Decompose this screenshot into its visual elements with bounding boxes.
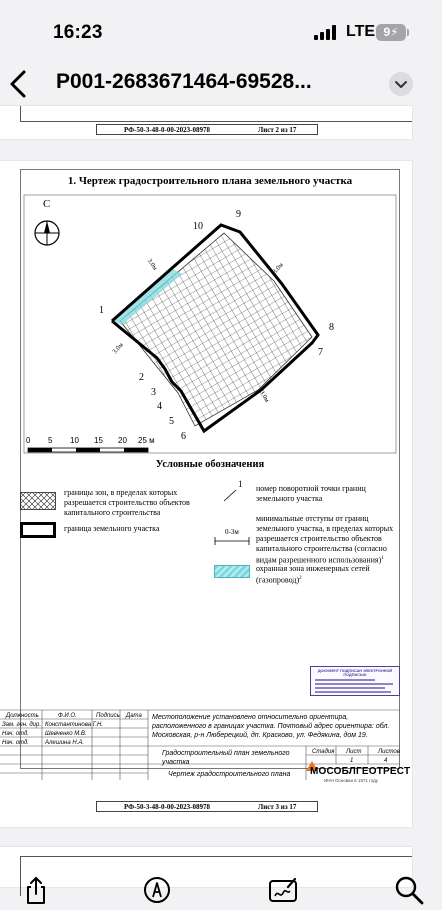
battery-icon: 9⚡ <box>376 24 406 41</box>
tb-row-position: Зам. ген. дир. <box>2 722 41 728</box>
tb-row-name: Шевченко М.В. <box>45 731 87 737</box>
scale-bar <box>28 448 148 452</box>
tb-row-name: Константинова Г.Н. <box>45 722 104 728</box>
legend-gas-label: охранная зона инженерных сетей (газопровод) <box>256 564 370 585</box>
point-label-10: 10 <box>193 221 203 232</box>
legend-setback-footnote: 1 <box>381 556 384 561</box>
page-footer-code: РФ-50-3-48-0-00-2023-08978 <box>124 802 210 811</box>
legend-point-swatch <box>222 481 252 503</box>
status-time: 16:23 <box>53 22 103 43</box>
document-page-3 <box>0 161 412 827</box>
point-label-2: 2 <box>139 372 144 383</box>
markup-icon[interactable] <box>142 875 172 905</box>
bottom-toolbar <box>0 870 442 910</box>
scale-label: 10 <box>70 436 79 445</box>
point-label-1: 1 <box>99 305 104 316</box>
point-label-7: 7 <box>318 347 323 358</box>
legend-setback-text <box>256 514 404 566</box>
legend-gas-text <box>256 564 404 586</box>
signature-line <box>315 691 391 693</box>
org-subtitle: ИНН Основан в 1971 году <box>324 778 379 783</box>
document-page-2 <box>0 106 412 139</box>
signature-icon[interactable] <box>268 875 298 905</box>
tb-row-position: Нач. отд. <box>2 731 29 737</box>
network-label: LTE <box>346 23 376 40</box>
page-frame <box>20 106 412 122</box>
point-label-3: 3 <box>151 387 156 398</box>
point-label-5: 5 <box>169 416 174 427</box>
tb-sheet-header: Лист <box>346 749 362 755</box>
tb-header-position: Должность <box>6 713 39 719</box>
legend-parcel-text: граница земельного участка <box>64 524 160 533</box>
setback-label: 3.0м <box>257 389 271 404</box>
page-footer-code: РФ-50-3-48-0-00-2023-08978 <box>124 125 210 134</box>
legend-gas-footnote: 2 <box>299 576 302 581</box>
share-icon[interactable] <box>21 875 51 905</box>
navigation-bar <box>0 62 442 106</box>
tb-sheets-value: 4 <box>384 758 388 764</box>
tb-sheet-value: 1 <box>350 758 354 764</box>
page-sheet-label: Лист 3 из 17 <box>258 802 297 811</box>
legend-point-text: номер поворотной точки границ земельного участка <box>256 484 366 503</box>
battery-level: 9 <box>383 25 391 39</box>
tb-plan-name: Градостроительный план земельного участка <box>162 750 290 766</box>
tb-sheets-header: Листов <box>378 749 400 755</box>
signature-line <box>315 683 393 685</box>
setback-label: 3.0м <box>111 341 125 356</box>
point-label-9: 9 <box>236 209 241 220</box>
tb-location: Местоположение установлено относительно ориентира, расположенного в границах участка. Почтовый адрес ориентира: обл. Московская, р-н Люберецкий, дп. Красково, ул. Федякина, дом 19. <box>152 714 390 739</box>
legend-setback-swatch <box>214 537 250 545</box>
search-icon[interactable] <box>394 875 424 905</box>
scale-label: 25 м <box>138 436 155 445</box>
legend-setback-label: минимальные отступы от границ земельного участка, в пределах которых разрешается строительство объектов капитального строительства (согласно видам разрешенного использования) <box>256 514 394 565</box>
signature-line <box>315 679 375 681</box>
tb-header-date: Дата <box>126 713 142 719</box>
point-label-4: 4 <box>157 401 162 412</box>
setback-label: 3.0м <box>271 261 285 276</box>
signature-line <box>315 687 385 689</box>
legend-zone-text: границы зон, в пределах которых разрешается строительство объектов капитального строительства <box>64 488 190 517</box>
tb-header-signature: Подпись <box>96 713 120 719</box>
point-label-8: 8 <box>329 322 334 333</box>
page-sheet-label: Лист 2 из 17 <box>258 125 297 134</box>
legend-title: Условные обозначения <box>155 459 265 470</box>
legend-setback-sample: 0-3м <box>225 528 239 536</box>
compass-north-label: С <box>43 198 51 210</box>
legend-point-sample: 1 <box>238 479 243 489</box>
status-bar <box>0 0 442 62</box>
plan-drawing <box>0 161 412 461</box>
scale-label: 15 <box>94 436 103 445</box>
scale-label: 20 <box>118 436 127 445</box>
drawing-title: 1. Чертеж градостроительного плана земельного участка <box>67 175 353 187</box>
north-compass-icon <box>35 221 59 245</box>
back-icon[interactable] <box>6 64 34 104</box>
legend-gas-swatch <box>214 565 250 578</box>
tb-header-name: Ф.И.О. <box>58 713 77 719</box>
tb-row-position: Нач. отд. <box>2 740 29 746</box>
signal-icon <box>314 25 338 40</box>
tb-stage-header: Стадия <box>312 749 335 755</box>
scale-label: 0 <box>26 436 31 445</box>
scale-label: 5 <box>48 436 53 445</box>
point-label-6: 6 <box>181 431 186 442</box>
setback-label: 3.0м <box>145 257 159 272</box>
tb-drawing-name: Чертеж градостроительного плана <box>168 771 291 778</box>
document-title: P001-2683671464-69528... <box>56 70 312 93</box>
legend-parcel-swatch <box>20 522 56 538</box>
tb-row-name: Алешина Н.А. <box>45 740 85 746</box>
legend-zone-swatch <box>20 492 56 510</box>
battery-tip <box>407 29 409 36</box>
signature-stamp-title: ДОКУМЕНТ ПОДПИСАН ЭЛЕКТРОННОЙ ПОДПИСЬЮ <box>317 669 393 677</box>
chevron-down-icon[interactable] <box>389 72 413 96</box>
digital-signature-stamp <box>310 666 400 696</box>
org-name: МОСОБЛГЕОТРЕСТ <box>310 766 411 777</box>
